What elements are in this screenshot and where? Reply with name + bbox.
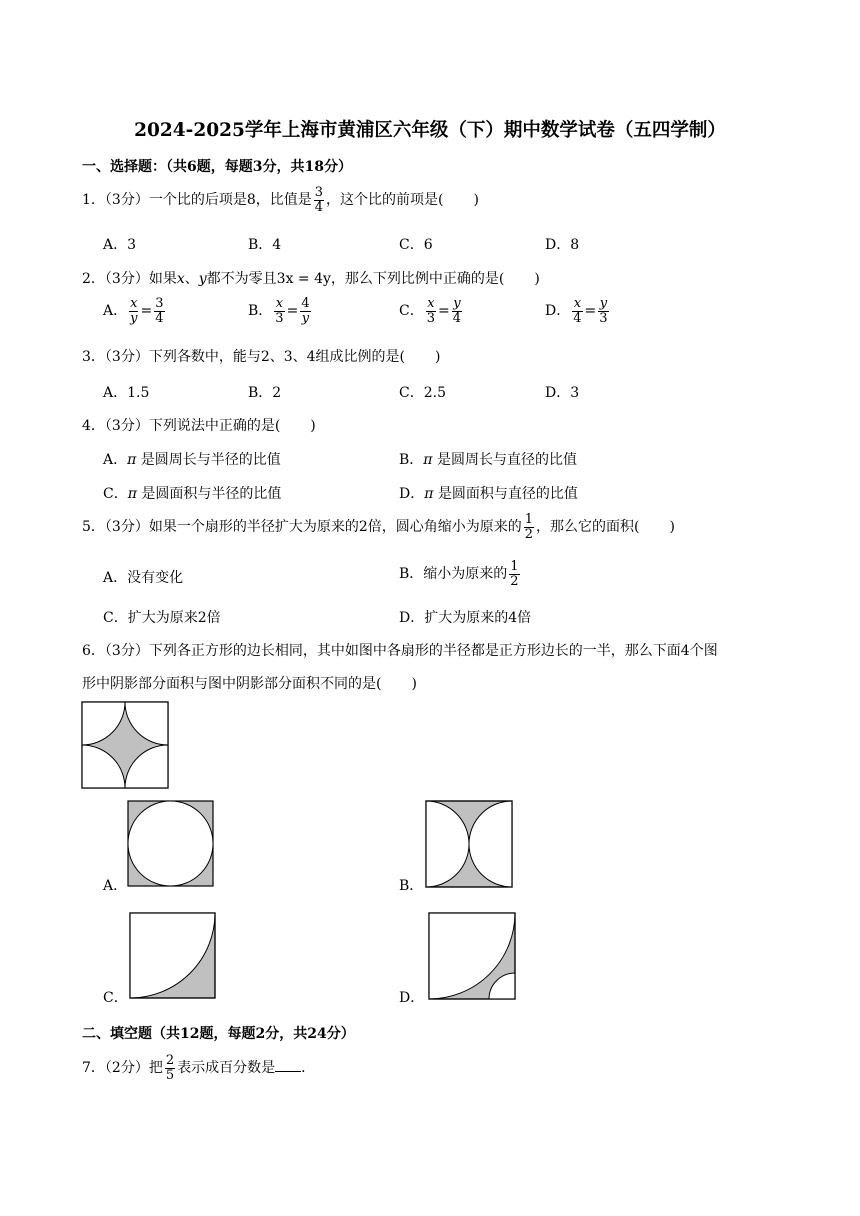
q6-option-a-label[interactable]: A． bbox=[103, 878, 128, 894]
question-6-line1: 6．（3分）下列各正方形的边长相同，其中如图中各扇形的半径都是正方形边长的一半，那么下面4个图 bbox=[82, 643, 718, 659]
q1-option-a[interactable]: A．3 bbox=[103, 237, 137, 253]
q4-option-c[interactable]: C．π 是圆面积与半径的比值 bbox=[103, 486, 282, 502]
q5-option-c[interactable]: C．扩大为原来2倍 bbox=[103, 610, 221, 626]
page-title: 2024-2025学年上海市黄浦区六年级（下）期中数学试卷（五四学制） bbox=[134, 120, 726, 141]
question-6-line2: 形中阴影部分面积与图中阴影部分面积不同的是( ) bbox=[82, 676, 417, 692]
q4-option-d[interactable]: D．π 是圆面积与直径的比值 bbox=[399, 486, 578, 502]
q5-option-a[interactable]: A．没有变化 bbox=[103, 570, 184, 586]
question-1: 1．（3分）一个比的后项是8，比值是 $\frac{3}{4}$ ，这个比的前项是( ) bbox=[82, 185, 479, 215]
q5-option-b[interactable]: B．缩小为原来的 $\frac{1}{2}$ bbox=[399, 559, 519, 589]
q3-option-b[interactable]: B．2 bbox=[248, 385, 282, 401]
section-heading-choice: 一、选择题：（共6题，每题3分，共18分） bbox=[82, 159, 352, 175]
q3-option-d[interactable]: D．3 bbox=[545, 385, 580, 401]
q6-option-a-figure[interactable] bbox=[128, 801, 213, 886]
q4-option-a[interactable]: A．π 是圆周长与半径的比值 bbox=[103, 452, 281, 468]
question-7: 7．（2分）把 $\frac{2}{5}$ 表示成百分数是 ． bbox=[82, 1053, 316, 1083]
question-2: 2．（3分）如果x、y都不为零且3x = 4y，那么下列比例中正确的是( ) bbox=[82, 271, 540, 287]
q4-option-b[interactable]: B．π 是圆周长与直径的比值 bbox=[399, 452, 577, 468]
q6-option-c-figure[interactable] bbox=[130, 913, 215, 998]
fraction: $\frac{3}{4}$ bbox=[314, 185, 324, 215]
question-3: 3．（3分）下列各数中，能与2、3、4组成比例的是( ) bbox=[82, 349, 441, 365]
q2-option-c[interactable]: C． $\frac{x}{3}$ = $\frac{y}{4}$ bbox=[399, 296, 462, 326]
q6-option-d-label[interactable]: D． bbox=[399, 990, 425, 1006]
q2-option-d[interactable]: D． $\frac{x}{4}$ = $\frac{y}{3}$ bbox=[545, 296, 608, 326]
q1-option-b[interactable]: B．4 bbox=[248, 237, 282, 253]
question-4: 4．（3分）下列说法中正确的是( ) bbox=[82, 418, 316, 434]
q2-option-b[interactable]: B． $\frac{x}{3}$ = $\frac{4}{y}$ bbox=[248, 296, 310, 326]
reference-figure bbox=[82, 702, 168, 788]
question-5: 5．（3分）如果一个扇形的半径扩大为原来的2倍，圆心角缩小为原来的 $\frac{1}{2}$ ，那么它的面积( ) bbox=[82, 512, 675, 542]
answer-blank[interactable] bbox=[275, 1059, 301, 1072]
q6-option-b-figure[interactable] bbox=[426, 801, 512, 887]
q1-option-d[interactable]: D．8 bbox=[545, 237, 580, 253]
q1-option-c[interactable]: C．6 bbox=[399, 237, 433, 253]
section-heading-fill: 二、填空题（共12题，每题2分，共24分） bbox=[82, 1026, 355, 1042]
q5-option-d[interactable]: D．扩大为原来的4倍 bbox=[399, 610, 532, 626]
q2-option-a[interactable]: A． $\frac{x}{y}$ = $\frac{3}{4}$ bbox=[103, 296, 164, 326]
q3-option-a[interactable]: A．1.5 bbox=[103, 385, 150, 401]
q3-option-c[interactable]: C．2.5 bbox=[399, 385, 446, 401]
q6-option-c-label[interactable]: C． bbox=[103, 990, 128, 1006]
q6-option-d-figure[interactable] bbox=[429, 913, 515, 999]
q6-option-b-label[interactable]: B． bbox=[399, 878, 424, 894]
